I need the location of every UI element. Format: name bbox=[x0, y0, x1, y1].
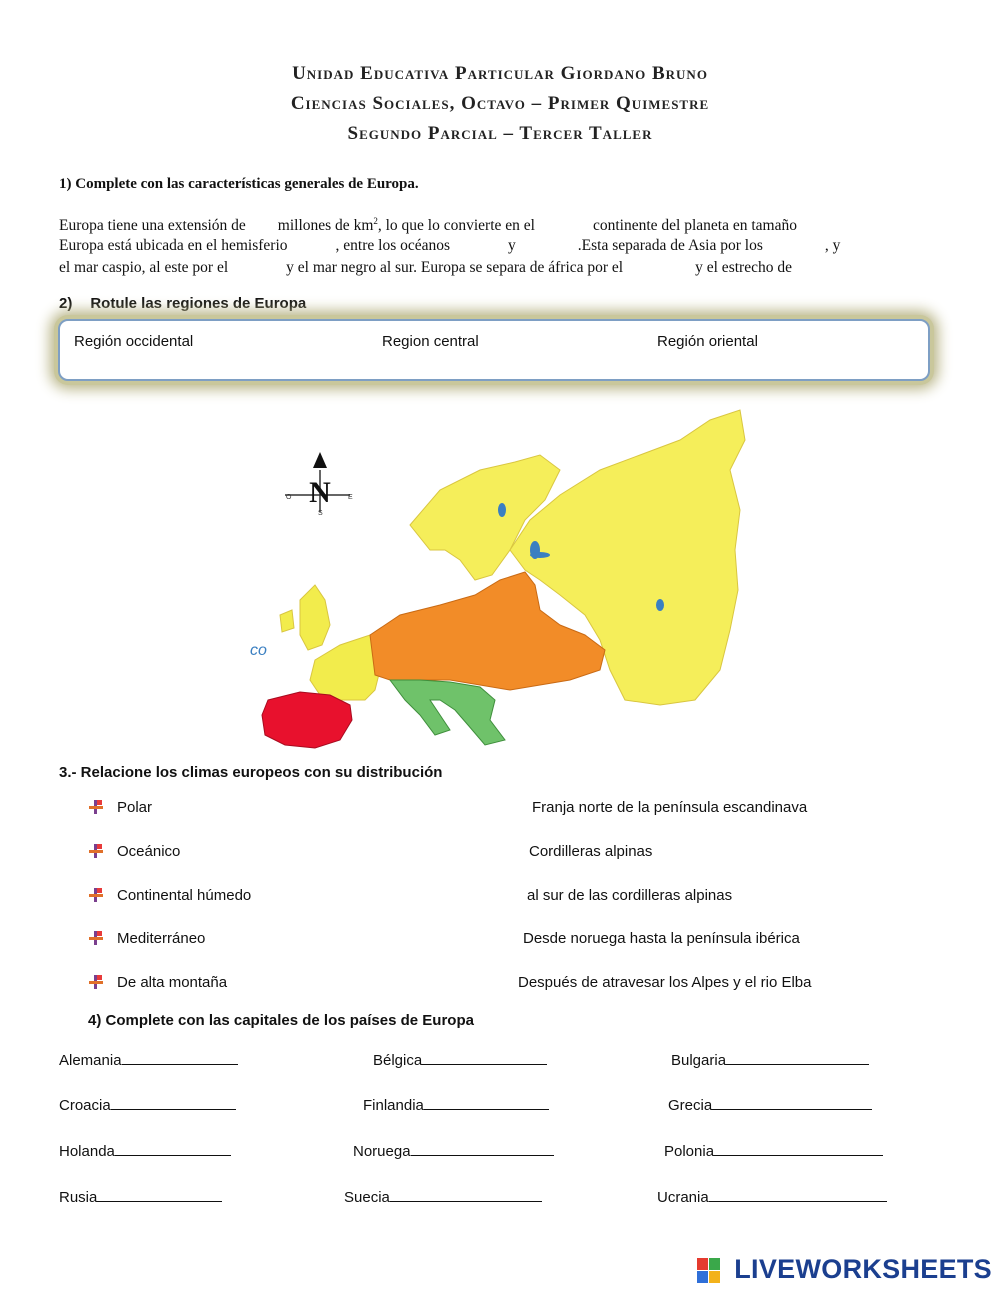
bullet-icon bbox=[88, 887, 104, 908]
liveworksheets-logo-icon bbox=[697, 1258, 721, 1289]
capital-holanda: Holanda bbox=[59, 1142, 231, 1160]
compass-n-label: N bbox=[309, 476, 331, 509]
compass-s-label: S bbox=[318, 510, 323, 517]
capital-suecia: Suecia bbox=[344, 1188, 542, 1206]
subject-line: Ciencias Sociales, Octavo – Primer Quimestre bbox=[290, 93, 710, 114]
q1-line-3: el mar caspio, al este por el y el mar negro al sur. Europa se separa de áfrica por el y el estrecho de bbox=[59, 259, 792, 276]
region-occidental[interactable]: Región occidental bbox=[74, 333, 194, 350]
capital-alemania: Alemania bbox=[59, 1051, 238, 1069]
climate-alta-montana[interactable]: De alta montaña bbox=[117, 974, 228, 991]
distribution-1[interactable]: Franja norte de la península escandinava bbox=[532, 799, 808, 816]
compass-e-label: E bbox=[348, 494, 353, 501]
capital-noruega: Noruega bbox=[353, 1142, 554, 1160]
q2-title: 2) Rotule las regiones de Europa bbox=[59, 295, 307, 312]
distribution-5[interactable]: Después de atravesar los Alpes y el rio Elba bbox=[518, 974, 812, 991]
capital-polonia: Polonia bbox=[664, 1142, 883, 1160]
climate-continental[interactable]: Continental húmedo bbox=[117, 887, 252, 904]
bullet-icon bbox=[88, 974, 104, 995]
bullet-icon bbox=[88, 930, 104, 951]
q3-title: 3.- Relacione los climas europeos con su distribución bbox=[59, 764, 443, 781]
europe-map bbox=[240, 400, 760, 755]
compass-o-label: O bbox=[286, 494, 292, 501]
q1-title: 1) Complete con las características generales de Europa. bbox=[59, 176, 419, 192]
school-name: Unidad Educativa Particular Giordano Bruno bbox=[292, 63, 708, 84]
capital-croacia: Croacia bbox=[59, 1096, 236, 1114]
climate-oceanico[interactable]: Oceánico bbox=[117, 843, 181, 860]
capital-bulgaria: Bulgaria bbox=[671, 1051, 869, 1069]
q1-line-2: Europa está ubicada en el hemisferio , entre los océanos y .Esta separada de Asia por los , y bbox=[59, 237, 841, 254]
capital-belgica: Bélgica bbox=[373, 1051, 547, 1069]
q1-line-1: Europa tiene una extensión de millones de $km^2$, lo que lo convierte en el continente del planeta en tamaño bbox=[59, 216, 797, 235]
capital-rusia: Rusia bbox=[59, 1188, 222, 1206]
bullet-icon bbox=[88, 799, 104, 820]
capital-finlandia: Finlandia bbox=[363, 1096, 549, 1114]
capital-grecia: Grecia bbox=[668, 1096, 872, 1114]
regions-box bbox=[58, 319, 930, 381]
capital-ucrania: Ucrania bbox=[657, 1188, 887, 1206]
region-oriental[interactable]: Región oriental bbox=[657, 333, 758, 350]
worksheet-title: Segundo Parcial – Tercer Taller bbox=[347, 123, 653, 144]
region-central[interactable]: Region central bbox=[382, 333, 479, 350]
bullet-icon bbox=[88, 843, 104, 864]
distribution-4[interactable]: Desde noruega hasta la península ibérica bbox=[523, 930, 800, 947]
climate-polar[interactable]: Polar bbox=[117, 799, 153, 816]
ocean-label: co bbox=[250, 642, 267, 659]
liveworksheets-logo-text: LIVEWORKSHEETS bbox=[734, 1254, 992, 1284]
distribution-3[interactable]: al sur de las cordilleras alpinas bbox=[527, 887, 733, 904]
compass-rose-icon bbox=[285, 452, 353, 517]
q4-title: 4) Complete con las capitales de los países de Europa bbox=[88, 1012, 474, 1029]
climate-mediterraneo[interactable]: Mediterráneo bbox=[117, 930, 206, 947]
distribution-2[interactable]: Cordilleras alpinas bbox=[529, 843, 653, 860]
